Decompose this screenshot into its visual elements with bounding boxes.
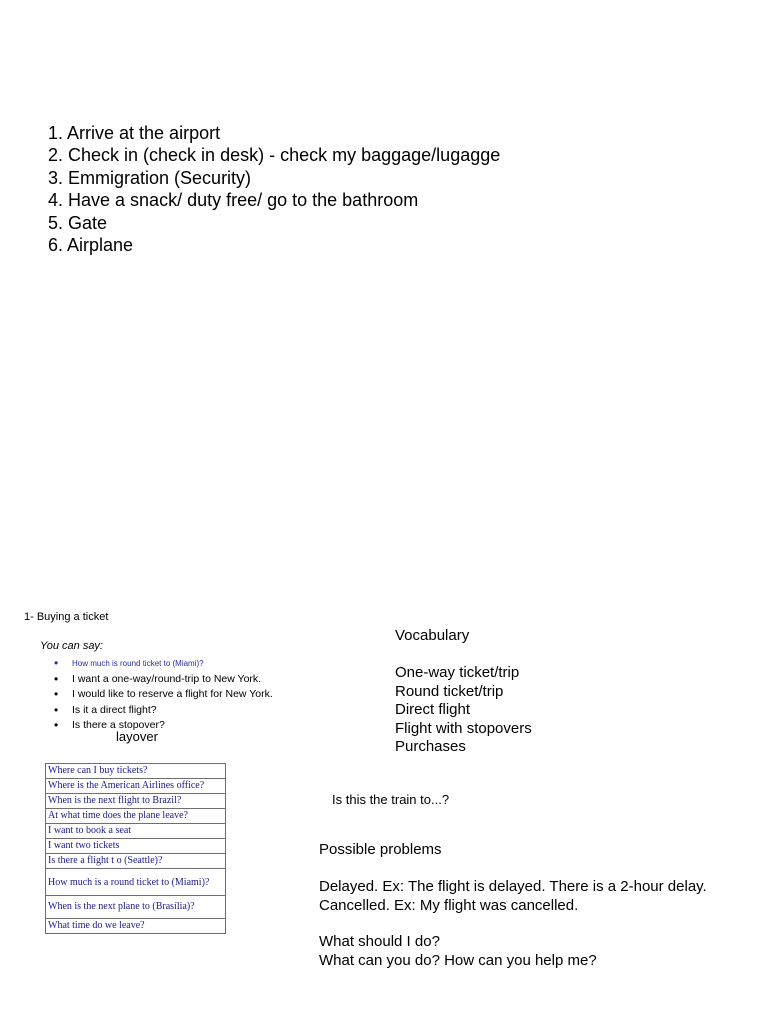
step-item: 6. Airplane bbox=[48, 235, 134, 256]
table-cell: Is there a flight t o (Seattle)? bbox=[46, 854, 226, 869]
cancelled-example: Cancelled. Ex: My flight was cancelled. bbox=[319, 897, 579, 914]
table-cell: Where is the American Airlines office? bbox=[46, 779, 226, 794]
you-can-say-label: You can say: bbox=[40, 640, 103, 652]
step-item: 2. Check in (check in desk) - check my baggage/lugagge bbox=[48, 145, 501, 166]
table-cell: I want to book a seat bbox=[46, 824, 226, 839]
table-row bbox=[46, 839, 226, 854]
vocabulary-list bbox=[395, 664, 532, 757]
table-row bbox=[46, 764, 226, 779]
table-row bbox=[46, 794, 226, 809]
table-cell: At what time does the plane leave? bbox=[46, 809, 226, 824]
table-row bbox=[46, 854, 226, 869]
table-cell: When is the next flight to Brazil? bbox=[46, 794, 226, 809]
phrase-item: • I would like to reserve a flight for New York. bbox=[54, 687, 273, 703]
step-item: 4. Have a snack/ duty free/ go to the bathroom bbox=[48, 190, 419, 211]
table-cell: How much is a round ticket to (Miami)? bbox=[46, 869, 226, 896]
table-row bbox=[46, 919, 226, 934]
phrase-item: • How much is round ticket to (Miami)? bbox=[54, 656, 273, 672]
table-cell: When is the next plane to (Brasília)? bbox=[46, 896, 226, 919]
phrase-item: • I want a one-way/round-trip to New York. bbox=[54, 672, 273, 688]
phrase-table bbox=[45, 763, 226, 934]
train-question: Is this the train to...? bbox=[332, 792, 450, 807]
table-row bbox=[46, 896, 226, 919]
vocabulary-item: One-way ticket/trip bbox=[395, 664, 520, 681]
delayed-example: Delayed. Ex: The flight is delayed. There is a 2-hour delay. bbox=[319, 878, 707, 895]
steps-list bbox=[48, 122, 500, 256]
step-item: 3. Emmigration (Security) bbox=[48, 167, 252, 188]
table-cell: Where can I buy tickets? bbox=[46, 764, 226, 779]
step-item: 5. Gate bbox=[48, 212, 108, 233]
problems-title: Possible problems bbox=[319, 841, 442, 858]
table-row bbox=[46, 779, 226, 794]
layover-note: layover bbox=[116, 729, 158, 744]
table-row bbox=[46, 824, 226, 839]
what-should-question: What should I do? bbox=[319, 933, 440, 950]
vocabulary-item: Direct flight bbox=[395, 701, 471, 719]
what-can-question: What can you do? How can you help me? bbox=[319, 952, 597, 969]
table-row bbox=[46, 809, 226, 824]
vocabulary-item: Flight with stopovers bbox=[395, 719, 532, 737]
table-cell: I want two tickets bbox=[46, 839, 226, 854]
phrase-item: • Is it a direct flight? bbox=[54, 703, 273, 719]
buying-ticket-heading: 1- Buying a ticket bbox=[24, 611, 109, 623]
table-row bbox=[46, 869, 226, 896]
phrase-item: • Is there a stopover? bbox=[54, 718, 273, 734]
vocabulary-item: Round ticket/trip bbox=[395, 682, 504, 700]
step-item: 1. Arrive at the airport bbox=[48, 123, 221, 143]
vocabulary-item: Purchases bbox=[395, 738, 466, 756]
phrase-bullet-list bbox=[54, 656, 273, 734]
vocabulary-title: Vocabulary bbox=[395, 627, 470, 644]
table-cell: What time do we leave? bbox=[46, 919, 226, 934]
